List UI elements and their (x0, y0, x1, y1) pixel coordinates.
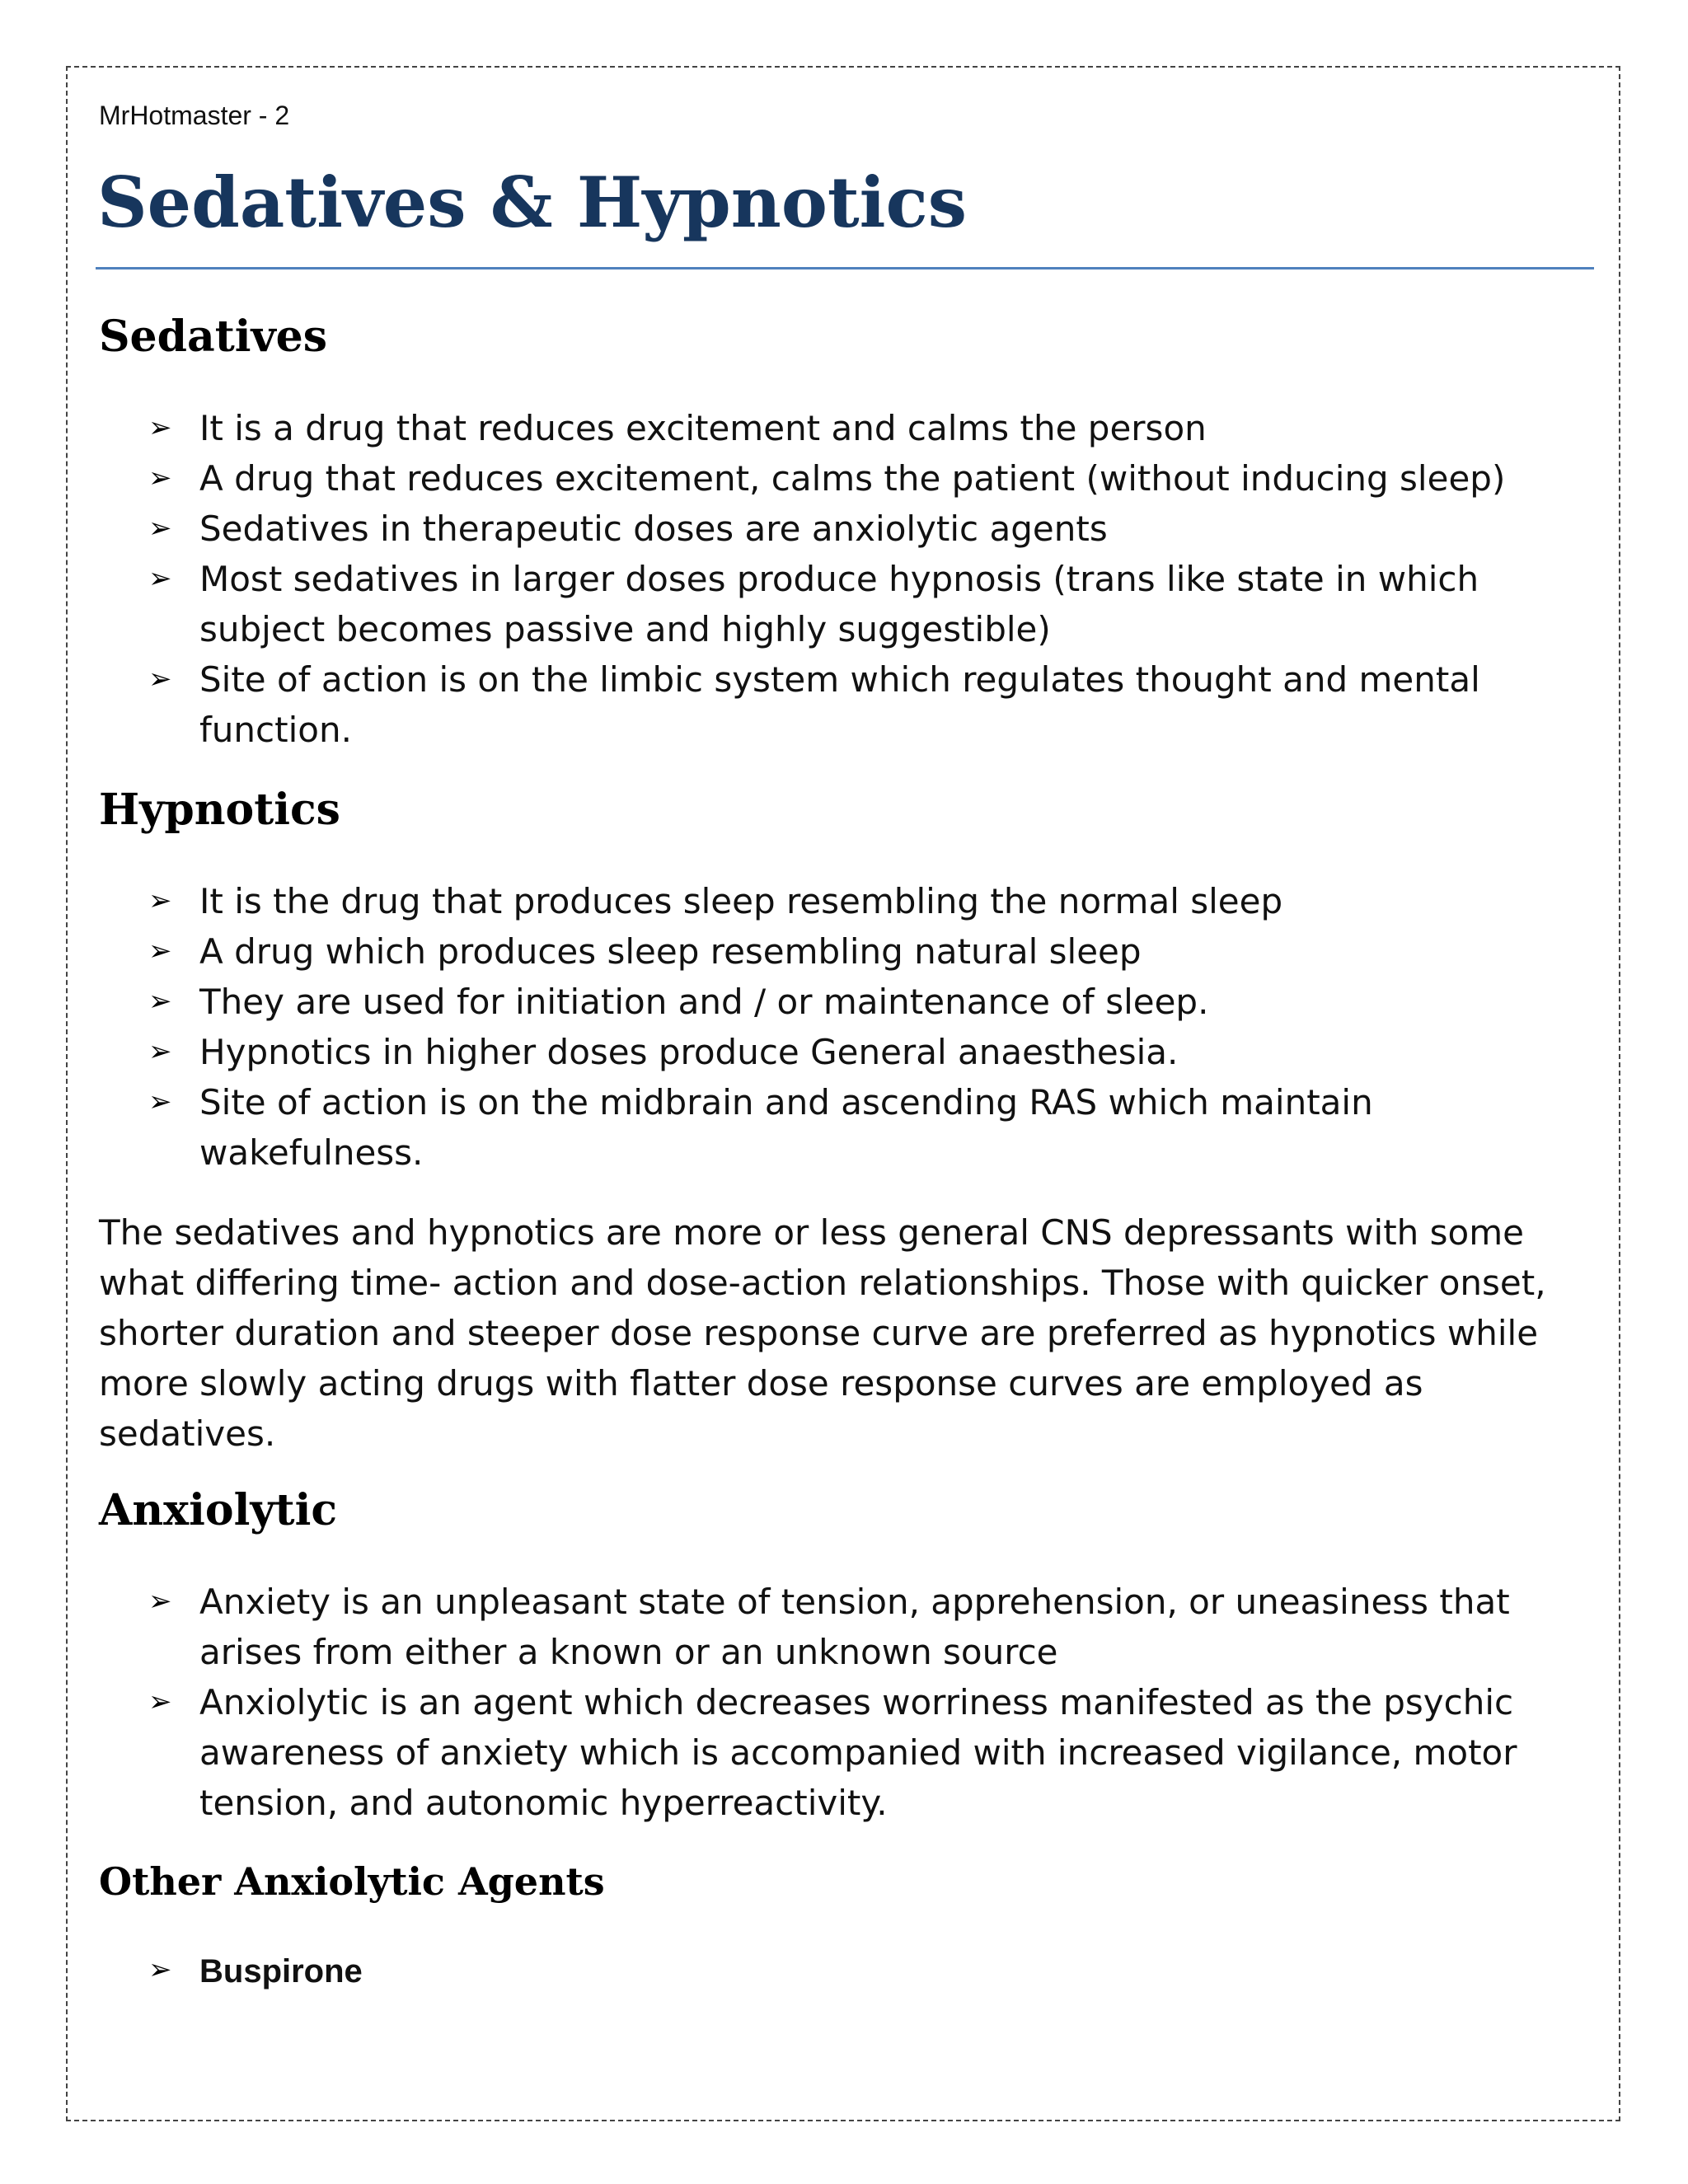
hypnotics-list (148, 876, 1566, 1178)
section-heading-anxiolytic: Anxiolytic (99, 1485, 337, 1535)
anxiolytic-list (148, 1577, 1566, 1828)
agent-buspirone: Buspirone (199, 1953, 363, 1990)
list-item: ➢ Site of action is on the limbic system which regulates thought and mental function. (148, 654, 1566, 755)
arrow-bullet-icon: ➢ (148, 411, 172, 444)
section-heading-hypnotics: Hypnotics (99, 785, 340, 835)
arrow-bullet-icon: ➢ (148, 462, 172, 494)
other-agents-list (148, 1945, 1566, 1997)
arrow-bullet-icon: ➢ (148, 1953, 172, 1986)
arrow-bullet-icon: ➢ (148, 884, 172, 917)
arrow-bullet-icon: ➢ (148, 1035, 172, 1068)
list-item: ➢ Anxiety is an unpleasant state of tension, apprehension, or uneasiness that arises from either a known or an unknown source (148, 1577, 1566, 1677)
list-item: ➢ Sedatives in therapeutic doses are anxiolytic agents (148, 504, 1566, 554)
sedatives-list (148, 403, 1566, 755)
list-item: ➢ Hypnotics in higher doses produce General anaesthesia. (148, 1027, 1566, 1077)
list-item: ➢ A drug which produces sleep resembling natural sleep (148, 926, 1566, 977)
page-title: Sedatives & Hypnotics (97, 162, 968, 243)
title-underline (96, 267, 1594, 269)
arrow-bullet-icon: ➢ (148, 1085, 172, 1118)
list-item: ➢ A drug that reduces excitement, calms the patient (without inducing sleep) (148, 453, 1566, 504)
body-paragraph: The sedatives and hypnotics are more or less general CNS depressants with some what differing time- action and dose-action relationships. Those with quicker onset, shorter duration and steeper dose response curve are preferred as hypnotics while more slowly acting drugs with flatter dose response curves are employed as sedatives. (99, 1212, 1546, 1454)
arrow-bullet-icon: ➢ (148, 1585, 172, 1618)
page-header: MrHotmaster - 2 (99, 101, 290, 130)
section-heading-sedatives: Sedatives (99, 312, 328, 362)
arrow-bullet-icon: ➢ (148, 512, 172, 545)
list-item: ➢ It is a drug that reduces excitement and calms the person (148, 403, 1566, 453)
arrow-bullet-icon: ➢ (148, 935, 172, 968)
arrow-bullet-icon: ➢ (148, 985, 172, 1018)
list-item: ➢ Site of action is on the midbrain and ascending RAS which maintain wakefulness. (148, 1077, 1566, 1178)
list-item: ➢ Anxiolytic is an agent which decreases worriness manifested as the psychic awareness of anxiety which is accompanied with increased vigilance, motor tension, and autonomic hyperreactivity. (148, 1677, 1566, 1828)
list-item: ➢ They are used for initiation and / or maintenance of sleep. (148, 977, 1566, 1027)
list-item: ➢ It is the drug that produces sleep resembling the normal sleep (148, 876, 1566, 926)
arrow-bullet-icon: ➢ (148, 663, 172, 696)
subheading-other-anxiolytic-agents: Other Anxiolytic Agents (99, 1859, 605, 1904)
list-item: ➢ Most sedatives in larger doses produce hypnosis (trans like state in which subject becomes passive and highly suggestible) (148, 554, 1566, 654)
arrow-bullet-icon: ➢ (148, 562, 172, 595)
arrow-bullet-icon: ➢ (148, 1685, 172, 1718)
list-item (148, 1945, 1566, 1997)
